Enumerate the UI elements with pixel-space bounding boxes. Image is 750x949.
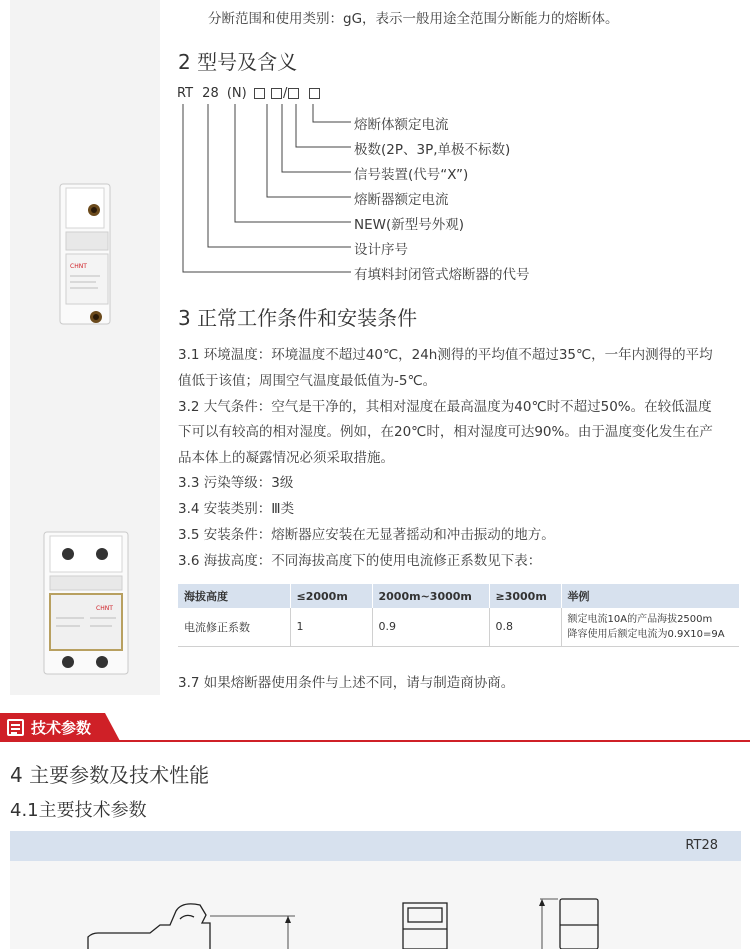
condition-line: 3.2 大气条件：空气是干净的，其相对湿度在最高温度为40℃时不超过50%。在较低温度 xyxy=(178,399,712,415)
condition-line: 3.6 海拔高度：不同海拔高度下的使用电流修正系数见下表： xyxy=(178,553,542,569)
brand-mark: CHNT xyxy=(70,263,87,270)
table-cell: 电流修正系数 xyxy=(178,608,290,646)
table-header: 2000m~3000m xyxy=(372,584,489,608)
list-icon xyxy=(7,719,24,736)
table-cell-example xyxy=(561,608,739,646)
table-header: 举例 xyxy=(561,584,739,608)
model-label: RT28 xyxy=(685,838,718,853)
example-line: 额定电流10A的产品海拔2500m xyxy=(567,613,713,625)
section-4-title: 4 主要参数及技术性能 xyxy=(10,763,210,787)
table-row xyxy=(178,608,739,646)
condition-line: 3.1 环境温度：环境温度不超过40℃，24h测得的平均值不超过35℃，一年内测得的平均 xyxy=(178,347,713,363)
model-code-connector-lines xyxy=(175,100,355,278)
fuse-holder-1p-image xyxy=(52,180,122,330)
altitude-correction-table xyxy=(178,584,739,647)
table-cell: 1 xyxy=(290,608,372,646)
legend-item: 熔断器额定电流 xyxy=(354,192,449,208)
legend-item: 设计序号 xyxy=(354,242,408,258)
condition-note-3-7: 3.7 如果熔断器使用条件与上述不同，请与制造商协商。 xyxy=(178,675,515,691)
legend-item: 信号装置(代号“X”) xyxy=(354,167,469,183)
banner-label: 技术参数 xyxy=(31,719,92,737)
model-code-n: (N) xyxy=(226,86,247,101)
condition-line: 值低于该值；周围空气温度最低值为-5℃。 xyxy=(178,373,437,389)
dimension-drawing-area xyxy=(10,861,741,949)
model-code-number: 28 xyxy=(202,86,219,101)
dimension-drawing xyxy=(10,861,741,949)
placeholder-box-icon xyxy=(254,88,265,99)
spec-table-header xyxy=(10,831,741,861)
condition-line: 3.3 污染等级：3级 xyxy=(178,475,294,491)
model-code-rt: RT xyxy=(177,86,194,101)
table-header-row xyxy=(178,584,739,608)
example-line: 降容使用后额定电流为0.9X10=9A xyxy=(567,628,725,640)
table-header: ≥3000m xyxy=(489,584,561,608)
section-3-title: 3 正常工作条件和安装条件 xyxy=(178,306,418,330)
model-code xyxy=(177,86,321,101)
section-2-title: 2 型号及含义 xyxy=(178,50,298,74)
condition-line: 3.5 安装条件：熔断器应安装在无显著摇动和冲击振动的地方。 xyxy=(178,527,555,543)
tech-params-banner xyxy=(0,713,750,743)
model-code-slash: / xyxy=(283,86,288,101)
breaking-range-text: 分断范围和使用类别：gG，表示一般用途全范围分断能力的熔断体。 xyxy=(208,11,619,27)
condition-line: 品本体上的凝露情况必须采取措施。 xyxy=(178,450,394,466)
product-image-panel xyxy=(10,0,160,695)
condition-line: 下可以有较高的相对湿度。例如，在20℃时，相对湿度可达90%。由于温度变化发生在产 xyxy=(178,424,713,440)
placeholder-box-icon xyxy=(309,88,320,99)
table-cell: 0.8 xyxy=(489,608,561,646)
placeholder-box-icon xyxy=(288,88,299,99)
table-cell: 0.9 xyxy=(372,608,489,646)
fuse-holder-2p-image xyxy=(40,528,132,678)
section-4-1-title: 4.1主要技术参数 xyxy=(10,800,147,821)
legend-item: 有填料封闭管式熔断器的代号 xyxy=(354,267,530,283)
legend-item: 极数(2P、3P,单极不标数) xyxy=(354,142,511,158)
table-header: 海拔高度 xyxy=(178,584,290,608)
brand-mark-2: CHNT xyxy=(96,605,113,612)
legend-item: 熔断体额定电流 xyxy=(354,117,449,133)
placeholder-box-icon xyxy=(271,88,282,99)
legend-item: NEW(新型号外观) xyxy=(354,217,465,233)
condition-line: 3.4 安装类别：Ⅲ类 xyxy=(178,501,295,517)
table-header: ≤2000m xyxy=(290,584,372,608)
